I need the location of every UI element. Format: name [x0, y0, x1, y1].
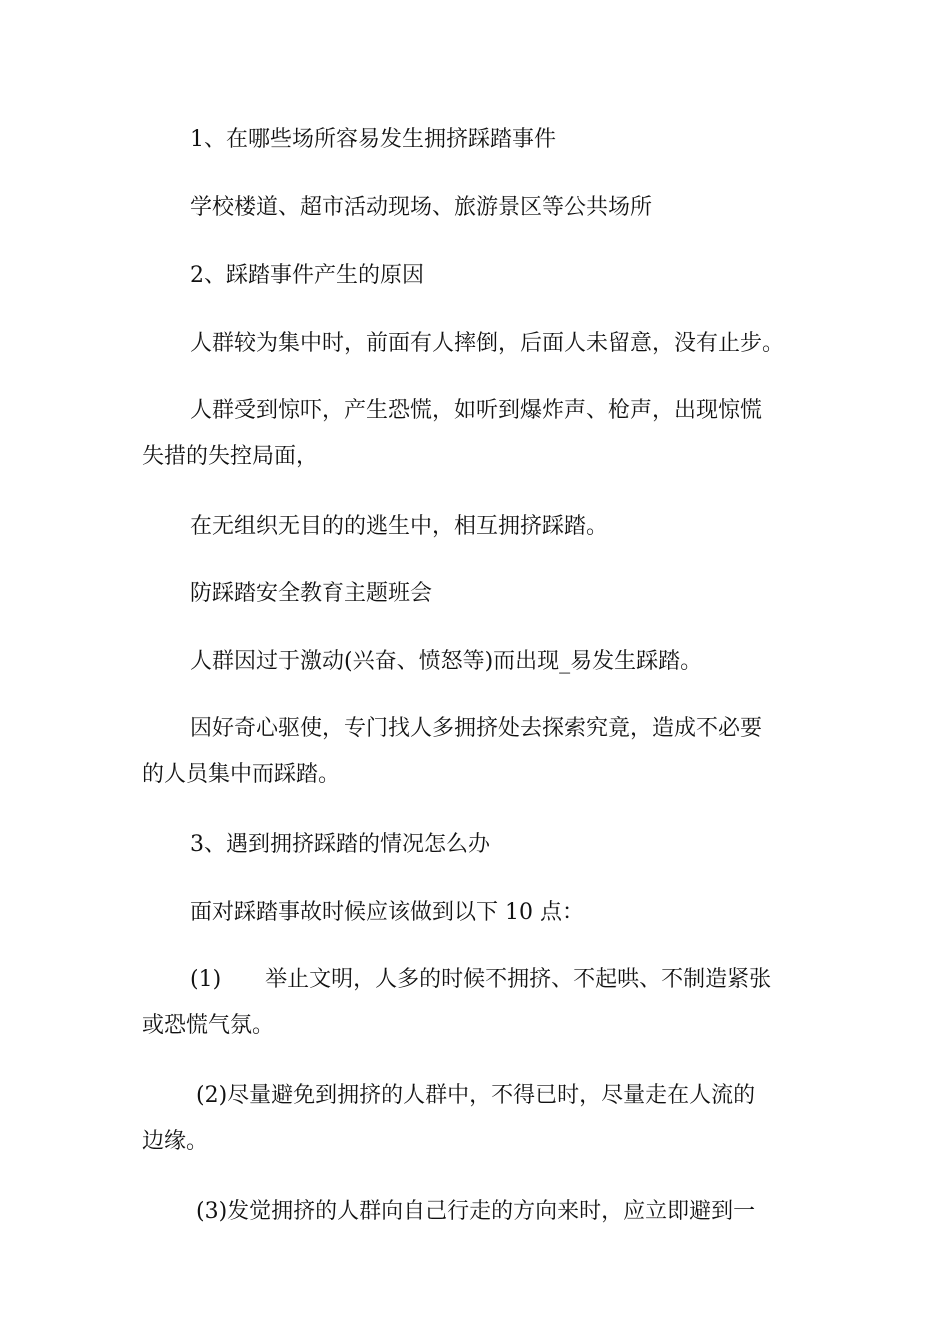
paragraph-line: 在无组织无目的的逃生中，相互拥挤踩踏。	[190, 514, 609, 539]
heading-3: 3、遇到拥挤踩踏的情况怎么办	[190, 832, 490, 857]
list-item-line: 边缘。	[142, 1129, 209, 1154]
paragraph-line: 的人员集中而踩踏。	[142, 762, 341, 787]
list-item-line: (1) 举止文明，人多的时候不拥挤、不起哄、不制造紧张	[190, 967, 772, 992]
paragraph-line: 人群较为集中时，前面有人摔倒，后面人未留意，没有止步。	[190, 331, 785, 356]
paragraph-line: 人群因过于激动(兴奋、愤怒等)而出现_易发生踩踏。	[190, 649, 703, 674]
list-item-line: (3)发觉拥挤的人群向自己行走的方向来时，应立即避到一	[196, 1199, 756, 1224]
paragraph-line: 面对踩踏事故时候应该做到以下 10 点：	[190, 900, 584, 925]
heading-2: 2、踩踏事件产生的原因	[190, 263, 424, 288]
paragraph-line: 因好奇心驱使，专门找人多拥挤处去探索究竟，造成不必要	[190, 716, 763, 741]
list-item-line: 或恐慌气氛。	[142, 1013, 275, 1038]
list-item-line: (2)尽量避免到拥挤的人群中，不得已时，尽量走在人流的	[196, 1083, 756, 1108]
paragraph-line: 人群受到惊吓，产生恐慌，如听到爆炸声、枪声，出现惊慌	[190, 398, 763, 423]
heading-1: 1、在哪些场所容易发生拥挤踩踏事件	[190, 127, 556, 152]
paragraph-line: 学校楼道、超市活动现场、旅游景区等公共场所	[190, 195, 653, 220]
paragraph-line: 失措的失控局面，	[142, 444, 319, 469]
paragraph-line: 防踩踏安全教育主题班会	[190, 581, 433, 606]
